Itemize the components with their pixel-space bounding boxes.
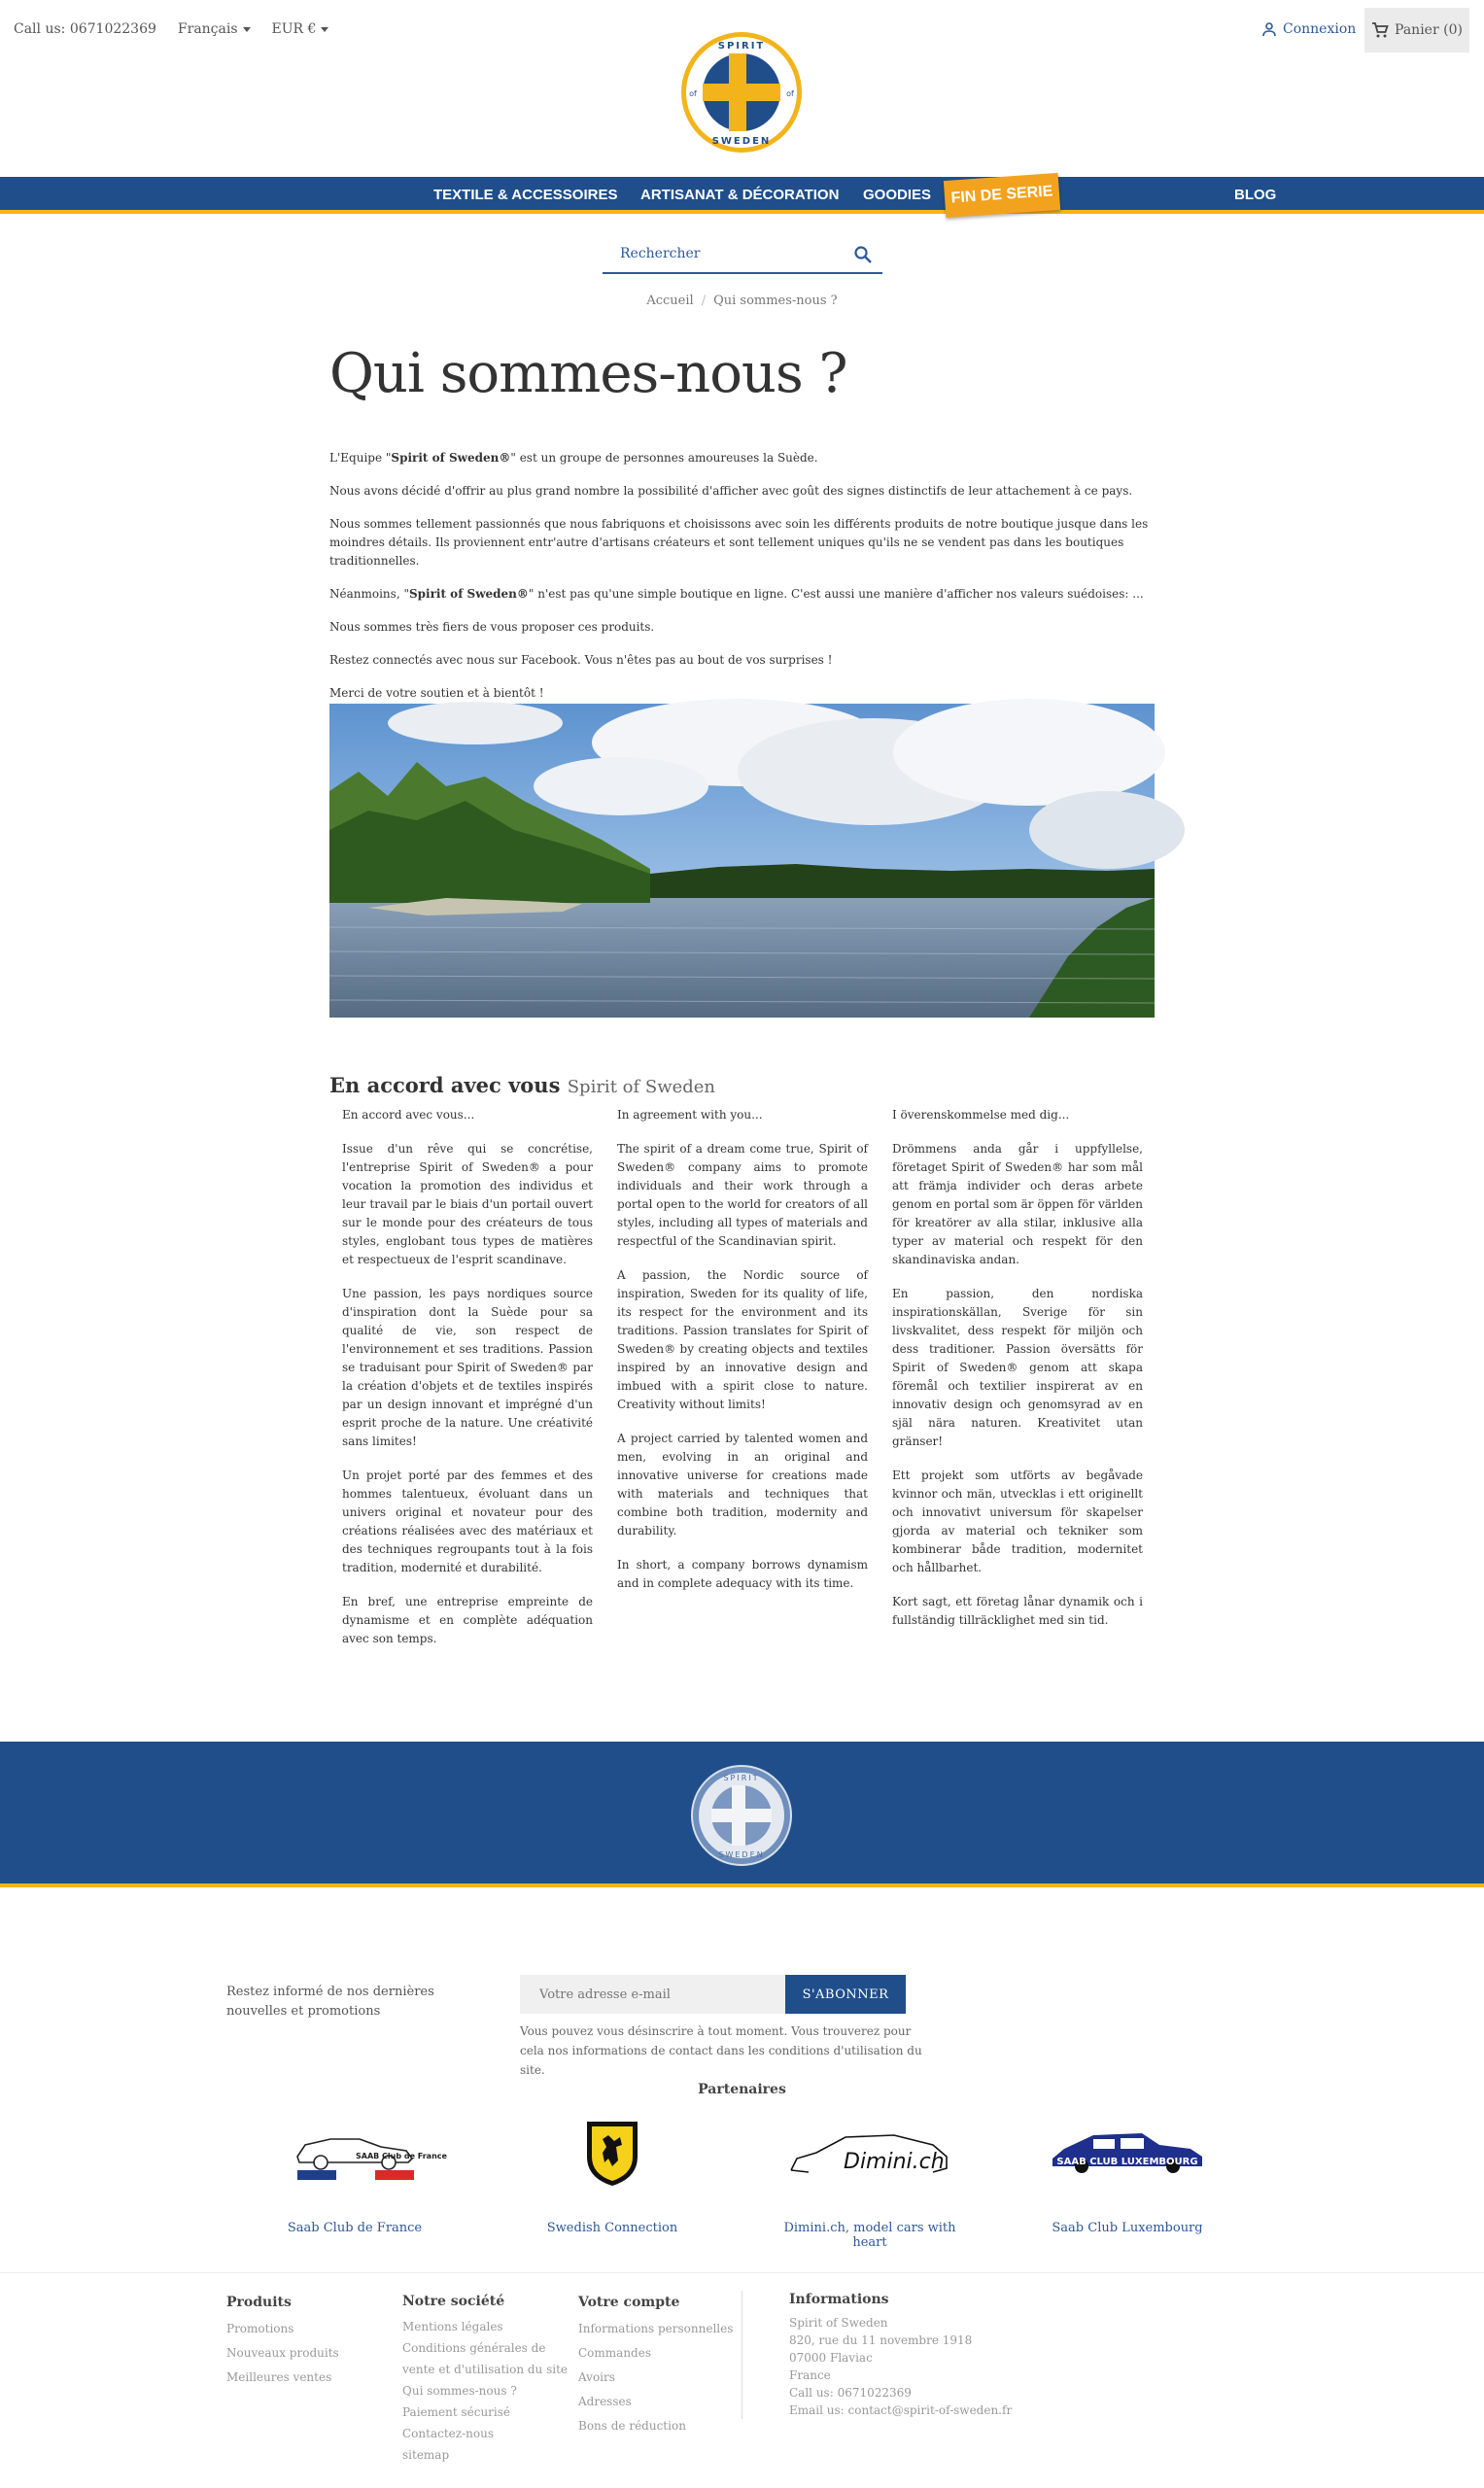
column-lead: In agreement with you... xyxy=(617,1108,763,1122)
intro-paragraph: L'Equipe "Spirit of Sweden®" est un groupe de personnes amoureuses la Suède. xyxy=(329,451,818,465)
nav-item-blog[interactable]: BLOG xyxy=(1234,187,1277,203)
footer-link[interactable]: Commandes xyxy=(578,2346,651,2360)
intro-paragraph: Restez connectés avec nous sur Facebook. Vous n'êtes pas au bout de vos surprises ! xyxy=(329,653,833,667)
accord-column-en xyxy=(617,1106,868,1608)
accord-column-sv xyxy=(892,1106,1143,1645)
cart-label: Panier (0) xyxy=(1395,22,1463,38)
footer-info-line: Call us: 0671022369 xyxy=(789,2386,912,2400)
accord-column-fr xyxy=(342,1106,593,1664)
partner-saab-club-luxembourg[interactable] xyxy=(1025,2114,1229,2235)
footer-column-title: Notre société xyxy=(402,2294,505,2309)
intro-paragraph: Nous avons décidé d'offrir au plus grand nombre la possibilité d'afficher avec goût des signes distinctifs de leur attachement à ce pays. xyxy=(329,484,1133,498)
footer-link[interactable]: Promotions xyxy=(226,2322,294,2335)
partner-saab-club-france[interactable] xyxy=(253,2114,457,2235)
breadcrumb-current[interactable]: Qui sommes-nous ? xyxy=(713,294,838,308)
column-paragraph: Drömmens anda går i uppfyllelse, företaget Spirit of Sweden® har som mål att främja individer och deras arbete genom en portal som är öppen för världen för kreatörer av alla stilar, inklusive alla typer av material och respekt för den skandinaviska andan. xyxy=(892,1142,1143,1266)
header-left xyxy=(14,21,328,37)
accord-subtitle: Spirit of Sweden xyxy=(567,1077,716,1097)
subscribe-button[interactable]: S'ABONNER xyxy=(785,1975,906,2014)
column-lead: I överenskommelse med dig... xyxy=(892,1108,1070,1122)
accord-heading xyxy=(329,1073,715,1097)
nav-item-textile[interactable]: TEXTILE & ACCESSOIRES xyxy=(433,187,618,203)
footer-link[interactable]: Adresses xyxy=(578,2395,632,2408)
footer-link[interactable]: Informations personnelles xyxy=(578,2322,734,2335)
column-paragraph: The spirit of a dream come true, Spirit of Sweden® company aims to promote individuals and their work through a portal open to the world for creators of all styles, including all types of materials and respectful of the Scandinavian spirit. xyxy=(617,1142,868,1248)
partner-label[interactable]: Dimini.ch, model cars with heart xyxy=(783,2221,956,2250)
column-paragraph: A passion, the Nordic source of inspiration, Sweden for its quality of life, its respect for the environment and its traditions. Passion translates for Spirit of Sweden® by creating objects and textiles inspired by an innovative design and imbued with a spirit close to nature. Creativity without limits! xyxy=(617,1268,868,1411)
nav-item-goodies[interactable]: GOODIES xyxy=(863,187,932,203)
currency-selector[interactable]: EUR € xyxy=(272,21,329,37)
saab-club-france-logo xyxy=(292,2122,447,2184)
footer-link[interactable]: Qui sommes-nous ? xyxy=(402,2384,517,2398)
footer-info-line: 07000 Flaviac xyxy=(789,2351,873,2365)
saab-club-luxembourg-logo xyxy=(1045,2125,1210,2180)
footer-link[interactable]: Avoirs xyxy=(578,2370,615,2384)
spirit-of-sweden-logo[interactable] xyxy=(676,29,808,156)
breadcrumb xyxy=(0,294,1484,308)
column-paragraph: Kort sagt, ett företag lånar dynamik och i fullständig tillräcklighet med sin tid. xyxy=(892,1595,1143,1627)
footer-info-line: Spirit of Sweden xyxy=(789,2316,888,2330)
footer-column-societe xyxy=(402,2291,568,2466)
column-paragraph: Ett projekt som utförts av begåvade kvinnor och män, utvecklas i ett originellt och innovativt universum för skapelser gjorda av material och tekniker som kombinerar både tradition, modernitet och hållbarhet. xyxy=(892,1469,1143,1574)
footer-logo-bottom-text: SWEDEN xyxy=(718,1850,765,1859)
main-nav xyxy=(0,177,1484,214)
search-input[interactable] xyxy=(603,239,836,268)
column-lead: En accord avec vous... xyxy=(342,1108,475,1122)
footer-link[interactable]: Paiement sécurisé xyxy=(402,2405,511,2419)
login-link[interactable] xyxy=(1261,21,1356,37)
footer-link[interactable]: Meilleures ventes xyxy=(226,2370,332,2384)
nav-item-fin-de-serie[interactable]: FIN DE SERIE xyxy=(944,173,1060,218)
footer-column-compte xyxy=(578,2291,733,2438)
footer-column-title: Produits xyxy=(226,2295,292,2310)
footer-link[interactable]: Bons de réduction xyxy=(578,2419,686,2433)
partners-title: Partenaires xyxy=(698,2082,786,2097)
page-title: Qui sommes-nous ? xyxy=(329,342,847,405)
intro-paragraph: Nous sommes très fiers de vous proposer ces produits. xyxy=(329,620,655,634)
footer-info-line: 820, rue du 11 novembre 1918 xyxy=(789,2333,973,2347)
footer-link[interactable]: sitemap xyxy=(402,2448,450,2462)
nav-item-artisanat[interactable]: ARTISANAT & DÉCORATION xyxy=(640,187,840,203)
footer-link[interactable]: Conditions générales de xyxy=(402,2341,546,2355)
logo-of-left: of xyxy=(689,89,697,98)
partner-swedish-connection[interactable] xyxy=(510,2114,714,2235)
partner-dimini[interactable] xyxy=(768,2114,972,2250)
partner-label[interactable]: Swedish Connection xyxy=(546,2221,678,2235)
column-paragraph: En passion, den nordiska inspirationskällan, Sverige för sin livskvalitet, dess respekt för miljön och dess traditioner. Passion översätts för Spirit of Sweden® genom att skapa föremål och textilier inspirerat av en innovativ design och genomsyrad av en själ nära naturen. Kreativitet utan gränser! xyxy=(892,1287,1143,1448)
footer-column-produits xyxy=(226,2291,339,2390)
intro-paragraph: Nous sommes tellement passionnés que nous fabriquons et choisissons avec soin les différents produits de notre boutique jusque dans les moindres détails. Ils proviennent entr'autre d'artisans créateurs et sont tellement uniques qu'ils ne se vendent pas dans les boutiques traditionnelles. xyxy=(329,517,1149,568)
column-paragraph: In short, a company borrows dynamism and in complete adequacy with its time. xyxy=(617,1558,868,1590)
intro-text xyxy=(329,449,1156,717)
column-paragraph: Issue d'un rêve qui se concrétise, l'entreprise Spirit of Sweden® a pour vocation la promotion des individus et leur travail par le biais d'un portail ouvert sur le monde pour des créateurs de tous styles, englobant tous types de matières et respectueux de l'esprit scandinave. xyxy=(342,1142,593,1266)
footer-link[interactable]: Contactez-nous xyxy=(402,2427,494,2440)
brand-name: Spirit of Sweden® xyxy=(408,587,529,601)
logo-of-right: of xyxy=(786,89,794,98)
logo-bottom-text: SWEDEN xyxy=(711,136,772,147)
user-icon xyxy=(1261,21,1277,37)
search-bar xyxy=(603,239,882,274)
column-paragraph: Une passion, les pays nordiques source d'inspiration dont la Suède pour sa qualité de vie, son respect de l'environnement et ses traditions. Passion se traduisant pour Spirit of Sweden® par la création d'objets et de textiles inspirés par un design innovant et imprégné d'un esprit proche de la nature. Une créativité sans limites! xyxy=(342,1287,593,1448)
breadcrumb-home[interactable]: Accueil xyxy=(646,294,694,308)
intro-paragraph: Merci de votre soutien et à bientôt ! xyxy=(329,686,544,700)
breadcrumb-separator: / xyxy=(701,294,707,308)
footer-link[interactable]: Mentions légales xyxy=(402,2320,503,2333)
newsletter-note: Vous pouvez vous désinscrire à tout moment. Vous trouverez pour cela nos informations de contact dans les conditions d'utilisation du site. xyxy=(520,2024,922,2077)
dimini-logo xyxy=(787,2124,952,2182)
footer-email[interactable]: Email us: contact@spirit-of-sweden.fr xyxy=(789,2403,1013,2417)
partner-label[interactable]: Saab Club de France xyxy=(287,2221,423,2235)
footer-column-informations xyxy=(742,2291,1012,2419)
lake-landscape-image xyxy=(329,704,1155,1018)
phone-contact: Call us: 0671022369 xyxy=(14,21,156,37)
login-label: Connexion xyxy=(1283,21,1357,37)
header xyxy=(0,0,1484,177)
column-paragraph: En bref, une entreprise empreinte de dynamisme et en complète adéquation avec son temps. xyxy=(342,1595,593,1645)
dimini-logo-text: Dimini.ch xyxy=(844,2150,945,2174)
accord-title: En accord avec vous xyxy=(329,1073,561,1097)
cart-button[interactable] xyxy=(1364,8,1469,52)
newsletter-text: Restez informé de nos dernières nouvelles et promotions xyxy=(226,1985,434,2019)
footer-info-line: France xyxy=(789,2368,831,2382)
footer-logo xyxy=(690,1764,793,1867)
cart-icon xyxy=(1371,21,1389,39)
swedish-connection-logo xyxy=(583,2118,641,2188)
footer-links xyxy=(0,2272,1484,2488)
partner-label[interactable]: Saab Club Luxembourg xyxy=(1052,2221,1203,2235)
saab-club-france-logo-text: SAAB Club de France xyxy=(356,2152,447,2160)
footer-link[interactable]: vente et d'utilisation du site xyxy=(402,2363,569,2376)
column-paragraph: A project carried by talented women and men, evolving in an original and innovative universe for creations made with materials and techniques that combine both tradition, modernity and durability. xyxy=(617,1432,868,1538)
saab-club-luxembourg-logo-text: SAAB CLUB LUXEMBOURG xyxy=(1056,2157,1198,2167)
intro-paragraph: Néanmoins, "Spirit of Sweden®" n'est pas qu'une simple boutique en ligne. C'est aussi une manière d'afficher nos valeurs suédoises: ... xyxy=(329,587,1144,601)
footer-column-title: Informations xyxy=(789,2292,889,2307)
search-icon[interactable] xyxy=(853,245,873,264)
footer-logo-top-text: SPIRIT xyxy=(723,1774,760,1782)
footer-column-title: Votre compte xyxy=(578,2295,680,2310)
logo-top-text: SPIRIT xyxy=(717,41,766,52)
column-paragraph: Un projet porté par des femmes et des hommes talentueux, évoluant dans un univers original et novateur pour des créations réalisées avec des matériaux et des techniques regroupants tout à la fois tradition, modernité et durabilité. xyxy=(342,1469,593,1574)
footer-link[interactable]: Nouveaux produits xyxy=(226,2346,339,2360)
brand-name: Spirit of Sweden® xyxy=(391,451,511,465)
language-selector[interactable]: Français xyxy=(178,21,251,37)
newsletter-email-input[interactable] xyxy=(520,1975,785,2014)
